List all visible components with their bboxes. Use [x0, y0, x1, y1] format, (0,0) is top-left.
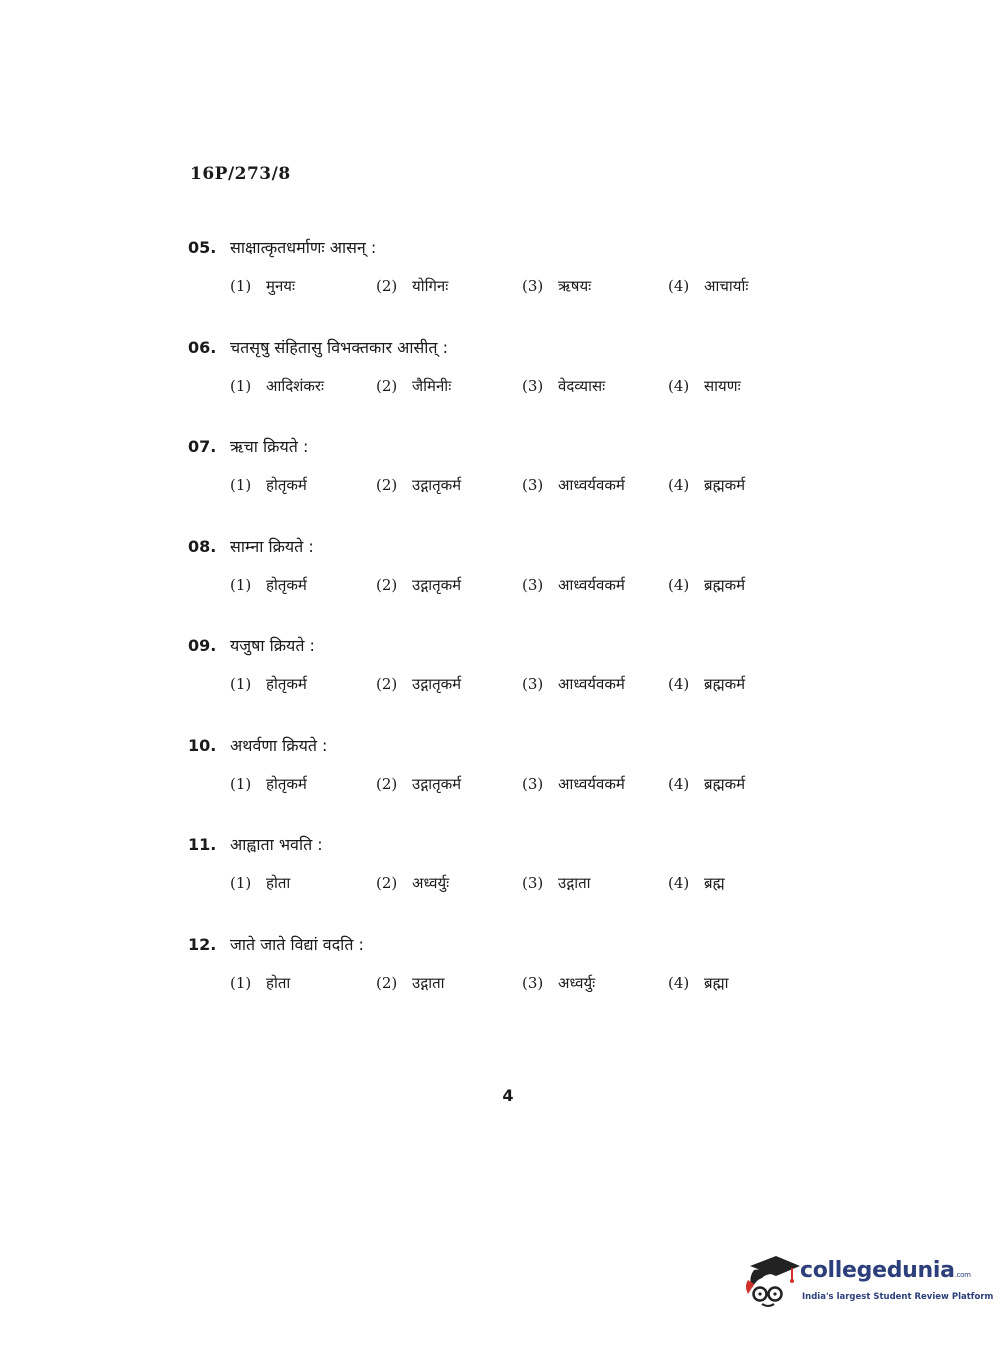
question-text: साम्ना क्रियते : [230, 536, 314, 556]
option-text: ब्रह्म [704, 874, 725, 892]
question-line [188, 336, 828, 366]
option-item [230, 475, 376, 495]
option-number: (2) [376, 575, 398, 594]
question-number: 06. [188, 337, 217, 357]
option-item [376, 276, 522, 296]
option-item [376, 774, 522, 794]
option-item [522, 575, 668, 595]
option-item [376, 475, 522, 495]
option-number: (3) [522, 973, 544, 992]
option-item [522, 276, 668, 296]
option-text: ब्रह्मकर्म [704, 575, 746, 594]
option-number: (4) [668, 277, 690, 295]
option-item [668, 873, 814, 893]
option-number: (2) [376, 476, 398, 494]
option-text: होता [266, 973, 291, 992]
option-number: (1) [230, 575, 252, 594]
option-text: जैमिनीः [412, 376, 452, 395]
option-item [376, 873, 522, 893]
option-row [230, 475, 828, 505]
option-row [230, 575, 828, 605]
option-item [230, 973, 376, 993]
option-text: उद्गाता [558, 874, 591, 892]
option-item [376, 575, 522, 595]
question-text: यजुषा क्रियते : [230, 636, 315, 655]
question-text: अथर्वणा क्रियते : [230, 735, 328, 755]
option-text: वेदव्यासः [558, 376, 606, 395]
option-row [230, 276, 828, 306]
question-number: 08. [188, 536, 217, 556]
question-line [188, 535, 828, 565]
option-number: (4) [668, 376, 690, 395]
option-number: (2) [376, 675, 398, 693]
option-number: (3) [522, 675, 544, 693]
option-item [668, 376, 814, 396]
option-text: सायणः [704, 376, 741, 395]
option-number: (2) [376, 973, 398, 992]
option-text: होतृकर्म [266, 774, 307, 793]
question-item [188, 435, 828, 535]
option-number: (2) [376, 277, 398, 295]
option-number: (1) [230, 675, 252, 693]
brand-tagline: India's largest Student Review Platform [802, 1292, 994, 1302]
question-line [188, 435, 828, 465]
question-item [188, 933, 828, 1033]
option-number: (3) [522, 376, 544, 395]
option-item [230, 276, 376, 296]
option-number: (4) [668, 476, 690, 494]
option-number: (3) [522, 277, 544, 295]
page-number: 4 [502, 1086, 514, 1105]
option-item [230, 376, 376, 396]
option-item [668, 774, 814, 794]
option-item [668, 276, 814, 296]
question-text: चतसृषु संहितासु विभक्तकार आसीत् : [230, 337, 449, 357]
option-number: (1) [230, 476, 252, 494]
question-item [188, 734, 828, 834]
question-line [188, 833, 828, 863]
question-number: 10. [188, 735, 217, 755]
option-text: आदिशंकरः [266, 376, 325, 395]
option-text: उद्गातृकर्म [412, 575, 462, 594]
option-text: उद्गातृकर्म [412, 476, 462, 494]
option-number: (4) [668, 675, 690, 693]
option-item [376, 674, 522, 694]
option-item [522, 376, 668, 396]
question-line [188, 734, 828, 764]
option-number: (2) [376, 874, 398, 892]
option-number: (3) [522, 774, 544, 793]
option-number: (4) [668, 874, 690, 892]
question-number: 05. [188, 238, 217, 257]
option-number: (1) [230, 277, 252, 295]
option-text: आध्वर्यवकर्म [558, 476, 625, 494]
option-number: (4) [668, 774, 690, 793]
option-item [522, 674, 668, 694]
option-text: उद्गातृकर्म [412, 774, 462, 793]
option-item [522, 873, 668, 893]
option-text: उद्गातृकर्म [412, 675, 462, 693]
option-text: आध्वर्यवकर्म [558, 774, 625, 793]
option-text: अध्वर्युः [412, 874, 450, 892]
question-item [188, 833, 828, 933]
question-text: साक्षात्कृतधर्माणः आसन् : [230, 238, 377, 257]
option-text: ब्रह्मकर्म [704, 476, 746, 494]
option-item [230, 873, 376, 893]
option-text: ब्रह्मकर्म [704, 774, 746, 793]
option-item [376, 376, 522, 396]
option-item [522, 475, 668, 495]
brand-name: collegedunia.com [800, 1258, 971, 1283]
option-number: (1) [230, 973, 252, 992]
option-text: होतृकर्म [266, 476, 307, 494]
option-text: ऋषयः [558, 277, 592, 295]
option-text: अध्वर्युः [558, 973, 596, 992]
option-number: (1) [230, 774, 252, 793]
question-item [188, 336, 828, 436]
option-row [230, 873, 828, 903]
option-item [522, 973, 668, 993]
option-item [230, 575, 376, 595]
question-line [188, 933, 828, 963]
option-number: (3) [522, 476, 544, 494]
option-text: आचार्याः [704, 277, 749, 295]
option-text: योगिनः [412, 277, 449, 295]
option-text: होतृकर्म [266, 675, 307, 693]
question-number: 11. [188, 835, 217, 854]
option-row [230, 774, 828, 804]
option-text: होता [266, 874, 291, 892]
question-number: 07. [188, 437, 217, 456]
option-text: आध्वर्यवकर्म [558, 575, 625, 594]
option-item [522, 774, 668, 794]
question-text: जाते जाते विद्यां वदति : [230, 934, 364, 954]
option-number: (2) [376, 774, 398, 793]
option-item [668, 674, 814, 694]
option-number: (3) [522, 575, 544, 594]
option-text: उद्गाता [412, 973, 445, 992]
option-text: आध्वर्यवकर्म [558, 675, 625, 693]
option-number: (4) [668, 575, 690, 594]
option-item [230, 774, 376, 794]
option-number: (2) [376, 376, 398, 395]
question-text: आह्वाता भवति : [230, 835, 323, 854]
option-number: (1) [230, 874, 252, 892]
question-line [188, 236, 828, 266]
question-item [188, 236, 828, 336]
option-row [230, 674, 828, 704]
option-item [376, 973, 522, 993]
option-number: (4) [668, 973, 690, 992]
option-row [230, 376, 828, 406]
question-item [188, 634, 828, 734]
question-item [188, 535, 828, 635]
option-item [668, 475, 814, 495]
option-number: (3) [522, 874, 544, 892]
question-text: ऋचा क्रियते : [230, 437, 309, 456]
question-number: 09. [188, 636, 217, 655]
option-text: ब्रह्मा [704, 973, 729, 992]
option-item [230, 674, 376, 694]
option-text: ब्रह्मकर्म [704, 675, 746, 693]
option-text: मुनयः [266, 277, 296, 295]
question-list [188, 236, 828, 1032]
collegedunia-logo [742, 1248, 994, 1318]
option-row [230, 973, 828, 1003]
paper-code: 16P/273/8 [190, 164, 291, 184]
question-line [188, 634, 828, 664]
question-number: 12. [188, 934, 217, 954]
mascot-icon [742, 1250, 800, 1308]
option-item [668, 575, 814, 595]
option-item [668, 973, 814, 993]
option-number: (1) [230, 376, 252, 395]
option-text: होतृकर्म [266, 575, 307, 594]
